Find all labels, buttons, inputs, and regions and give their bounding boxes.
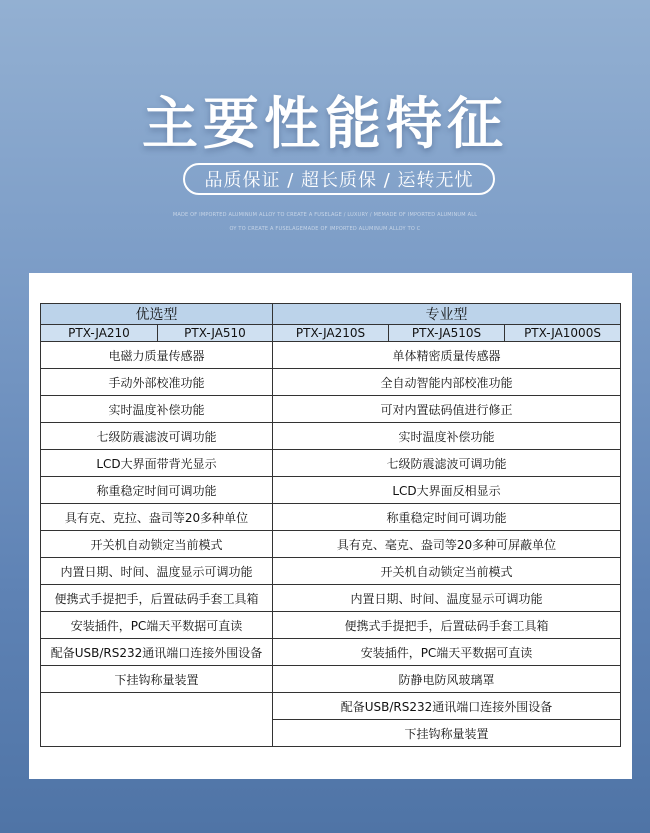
feature-cell-professional: 称重稳定时间可调功能 bbox=[273, 504, 621, 531]
feature-cell-preferred: 便携式手提把手，后置砝码手套工具箱 bbox=[41, 585, 273, 612]
table-row bbox=[41, 504, 621, 531]
model-header: PTX-JA1000S bbox=[505, 325, 621, 342]
feature-cell-preferred: 具有克、克拉、盎司等20多种单位 bbox=[41, 504, 273, 531]
feature-cell-preferred: LCD大界面带背光显示 bbox=[41, 450, 273, 477]
feature-cell-preferred: 开关机自动锁定当前模式 bbox=[41, 531, 273, 558]
feature-cell-preferred: 电磁力质量传感器 bbox=[41, 342, 273, 369]
table-row bbox=[41, 666, 621, 693]
feature-cell-professional: LCD大界面反相显示 bbox=[273, 477, 621, 504]
fine-print-line-1: MADE OF IMPORTED ALUMINUM ALLOY TO CREATE A FUSELAGE / LUXURY / MEMADE OF IMPORTED ALUMINUM ALL bbox=[172, 212, 478, 218]
feature-cell-preferred: 实时温度补偿功能 bbox=[41, 396, 273, 423]
feature-cell-preferred: 内置日期、时间、温度显示可调功能 bbox=[41, 558, 273, 585]
group-header-professional: 专业型 bbox=[273, 304, 621, 325]
feature-cell-preferred: 称重稳定时间可调功能 bbox=[41, 477, 273, 504]
feature-cell-professional: 单体精密质量传感器 bbox=[273, 342, 621, 369]
group-header-row bbox=[41, 304, 621, 325]
table-row bbox=[41, 585, 621, 612]
model-header: PTX-JA510S bbox=[389, 325, 505, 342]
feature-cell-preferred: 安装插件，PC端天平数据可直读 bbox=[41, 612, 273, 639]
table-row bbox=[41, 396, 621, 423]
table-row bbox=[41, 450, 621, 477]
model-header: PTX-JA210 bbox=[41, 325, 158, 342]
table-row bbox=[41, 612, 621, 639]
page-title: 主要性能特征 bbox=[142, 92, 508, 157]
table-row bbox=[41, 342, 621, 369]
feature-cell-professional: 安装插件，PC端天平数据可直读 bbox=[273, 639, 621, 666]
feature-cell-professional: 下挂钩称量装置 bbox=[273, 720, 621, 747]
subtitle-badge: 品质保证 / 超长质保 / 运转无忧 bbox=[183, 163, 495, 195]
table-row bbox=[41, 531, 621, 558]
model-header-row bbox=[41, 325, 621, 342]
model-header: PTX-JA210S bbox=[273, 325, 389, 342]
table-row bbox=[41, 693, 621, 720]
fine-print-line-2: OY TO CREATE A FUSELAGEMADE OF IMPORTED ALUMINUM ALLOY TO C bbox=[229, 226, 421, 232]
feature-cell-professional: 七级防震滤波可调功能 bbox=[273, 450, 621, 477]
table-row bbox=[41, 423, 621, 450]
spec-card bbox=[29, 273, 632, 779]
table-row bbox=[41, 639, 621, 666]
group-header-preferred: 优选型 bbox=[41, 304, 273, 325]
feature-cell-professional: 可对内置砝码值进行修正 bbox=[273, 396, 621, 423]
table-row bbox=[41, 558, 621, 585]
feature-cell-professional: 配备USB/RS232通讯端口连接外围设备 bbox=[273, 693, 621, 720]
feature-cell-preferred: 七级防震滤波可调功能 bbox=[41, 423, 273, 450]
feature-cell-preferred: 配备USB/RS232通讯端口连接外围设备 bbox=[41, 639, 273, 666]
feature-cell-preferred: 下挂钩称量装置 bbox=[41, 666, 273, 693]
feature-cell-professional: 防静电防风玻璃罩 bbox=[273, 666, 621, 693]
feature-cell-professional: 开关机自动锁定当前模式 bbox=[273, 558, 621, 585]
model-header: PTX-JA510 bbox=[158, 325, 273, 342]
table-row bbox=[41, 477, 621, 504]
feature-cell-professional: 内置日期、时间、温度显示可调功能 bbox=[273, 585, 621, 612]
table-row bbox=[41, 369, 621, 396]
feature-cell-professional: 全自动智能内部校准功能 bbox=[273, 369, 621, 396]
spec-table bbox=[40, 303, 621, 747]
feature-cell-professional: 实时温度补偿功能 bbox=[273, 423, 621, 450]
feature-cell-preferred: 手动外部校准功能 bbox=[41, 369, 273, 396]
feature-cell-professional: 便携式手提把手，后置砝码手套工具箱 bbox=[273, 612, 621, 639]
empty-cell bbox=[41, 693, 273, 747]
feature-cell-professional: 具有克、毫克、盎司等20多种可屏蔽单位 bbox=[273, 531, 621, 558]
